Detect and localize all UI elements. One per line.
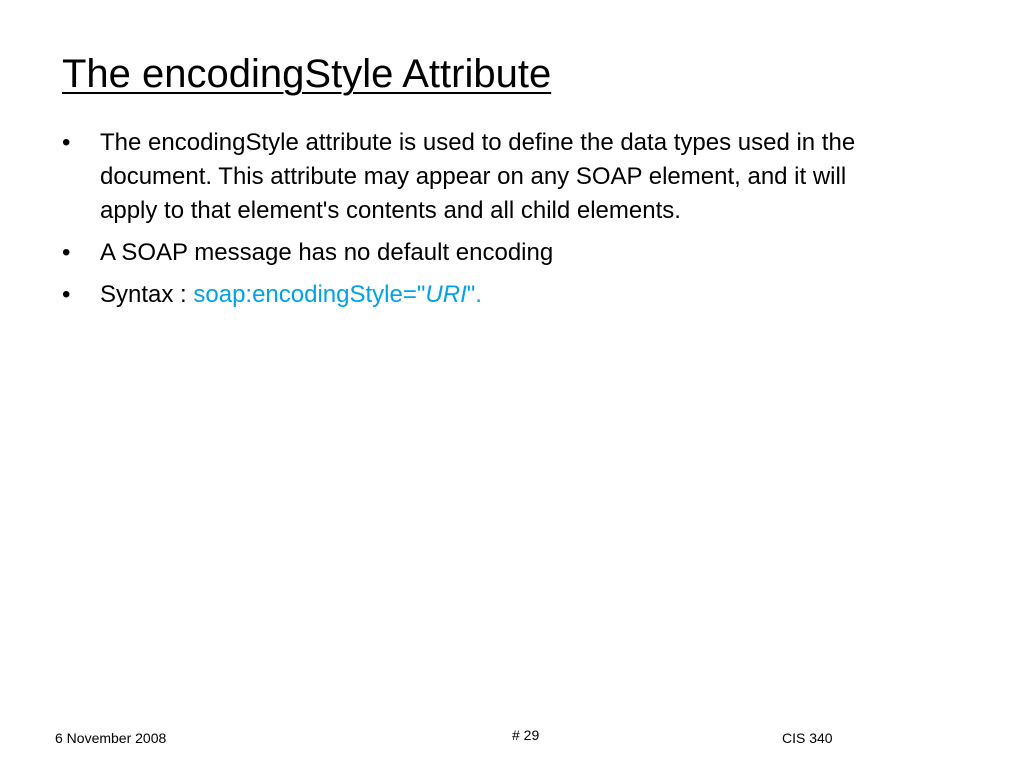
syntax-code-uri: URI [425, 281, 467, 308]
bullet-list [62, 126, 862, 320]
bullet-item-syntax [62, 278, 862, 312]
footer-date: 6 November 2008 [55, 730, 167, 746]
bullet-glyph: • [62, 281, 71, 308]
syntax-code-end: ". [466, 281, 482, 308]
bullet-glyph: • [62, 239, 71, 266]
slide-title: The encodingStyle Attribute [62, 52, 552, 96]
bullet-text: A SOAP message has no default encoding [100, 239, 554, 266]
bullet-glyph: • [62, 129, 71, 156]
syntax-code-start: soap:encodingStyle=" [193, 281, 426, 308]
bullet-text: The encodingStyle attribute is used to define the data types used in the document. This attribute may appear on any SOAP element, and it will apply to that element's contents and all child elements. [100, 129, 856, 224]
footer-course: CIS 340 [782, 730, 833, 746]
bullet-item-encodingstyle-definition [62, 126, 862, 228]
footer-page-number: # 29 [512, 727, 540, 743]
bullet-item-no-default-encoding [62, 236, 862, 270]
syntax-label: Syntax : [100, 281, 194, 308]
